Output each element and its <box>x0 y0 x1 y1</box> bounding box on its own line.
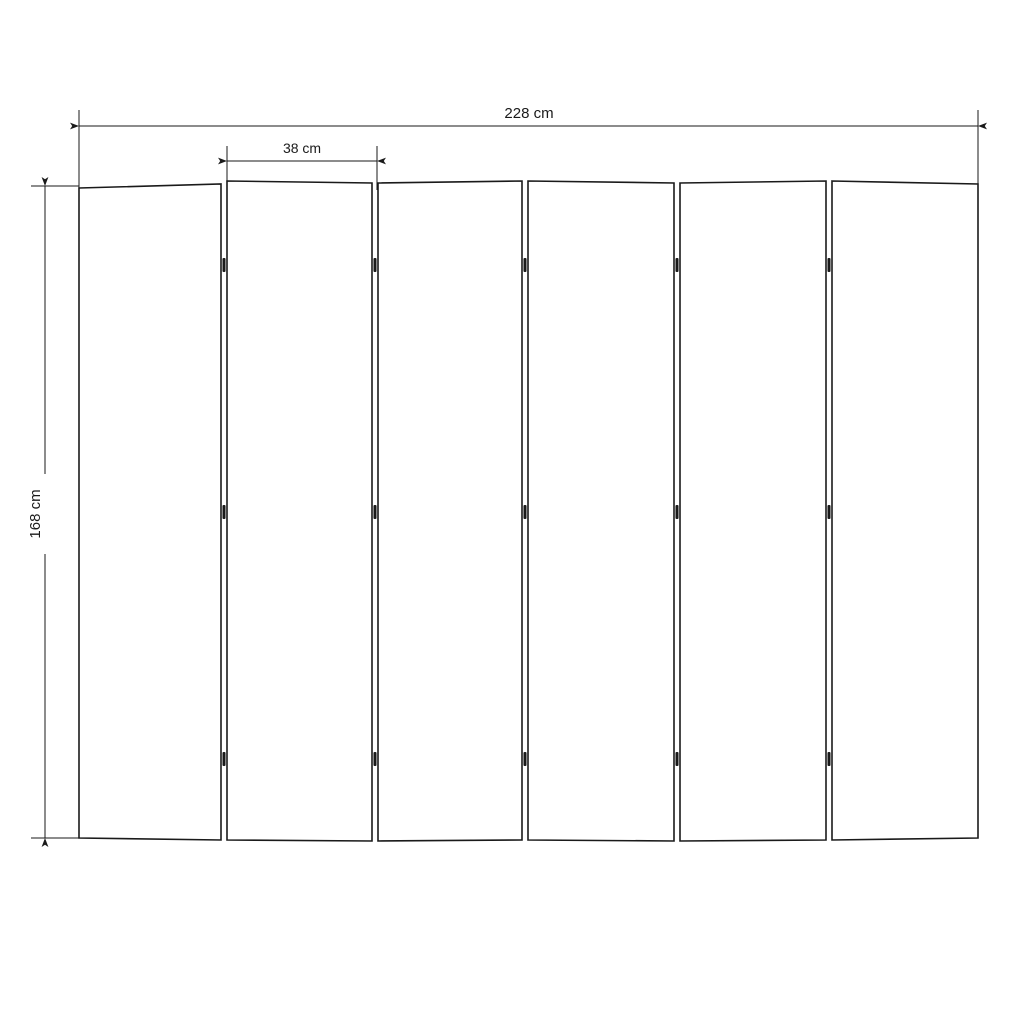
hinge-icon <box>374 258 377 272</box>
hinge-icon <box>223 258 226 272</box>
hinge-icon <box>524 752 527 766</box>
hinge-icon <box>374 505 377 519</box>
hinge-icon <box>676 752 679 766</box>
panel-group <box>79 181 978 841</box>
hinge-icon <box>828 258 831 272</box>
panel-6[interactable] <box>832 181 978 840</box>
hinge-icon <box>223 505 226 519</box>
hinge-icon <box>828 505 831 519</box>
panel-1[interactable] <box>79 184 221 840</box>
overall-width-label: 228 cm <box>504 105 554 122</box>
overall-height-dimension <box>26 186 79 838</box>
panel-3[interactable] <box>378 181 522 841</box>
hinge-icon <box>223 752 226 766</box>
panel-5[interactable] <box>680 181 826 841</box>
overall-width-dimension <box>79 102 978 190</box>
panel-width-label: 38 cm <box>282 140 322 156</box>
panel-2[interactable] <box>227 181 372 841</box>
hinge-icon <box>524 258 527 272</box>
hinge-icon <box>374 752 377 766</box>
hinge-icon <box>524 505 527 519</box>
hinge-icon <box>676 258 679 272</box>
hinge-icon <box>828 752 831 766</box>
panel-4[interactable] <box>528 181 674 841</box>
overall-height-label: 168 cm <box>27 489 44 539</box>
hinge-icon <box>676 505 679 519</box>
